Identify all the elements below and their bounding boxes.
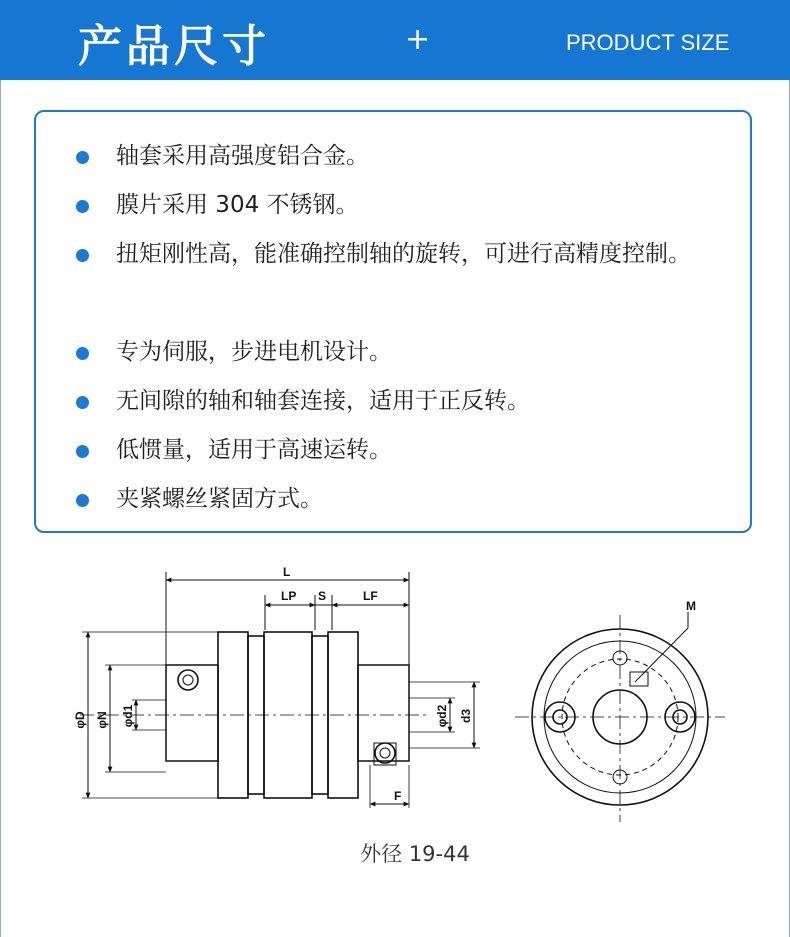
technical-drawing <box>60 560 750 830</box>
label-LP: LP <box>281 589 297 603</box>
feature-text: 夹紧螺丝紧固方式。 <box>116 486 323 512</box>
label-N: φN <box>95 711 109 729</box>
feature-text: 低惯量，适用于高速运转。 <box>116 437 392 463</box>
feature-text: 扭矩刚性高，能准确控制轴的旋转，可进行高精度控制。 <box>116 241 691 267</box>
label-D: φD <box>73 711 87 729</box>
page-title: 产品尺寸 <box>78 21 270 72</box>
front-view <box>515 612 725 822</box>
bullet-icon <box>76 445 89 458</box>
feature-text: 膜片采用 304 不锈钢。 <box>116 192 359 218</box>
header-bar <box>0 0 790 80</box>
feature-text: 轴套采用高强度铝合金。 <box>116 143 369 169</box>
feature-item <box>82 377 722 426</box>
feature-item <box>82 132 722 181</box>
feature-text: 专为伺服，步进电机设计。 <box>116 339 392 365</box>
features-box <box>34 110 752 533</box>
bullet-icon <box>76 200 89 213</box>
bullet-icon <box>76 249 89 262</box>
bullet-icon <box>76 151 89 164</box>
label-d3: d3 <box>459 708 473 724</box>
label-F: F <box>394 789 402 803</box>
page-subtitle: PRODUCT SIZE <box>566 30 730 55</box>
feature-item <box>82 230 722 279</box>
label-LF: LF <box>363 589 378 603</box>
feature-item <box>82 181 722 230</box>
feature-item <box>82 475 722 524</box>
plus-icon: + <box>405 22 431 57</box>
feature-item <box>82 426 722 475</box>
side-view <box>80 572 480 808</box>
drawing-caption: 外径 19-44 <box>360 842 470 866</box>
label-d2: φd2 <box>435 704 449 728</box>
label-d1: φd1 <box>121 704 135 728</box>
bullet-icon <box>76 396 89 409</box>
feature-item <box>82 328 722 377</box>
bullet-icon <box>76 347 89 360</box>
feature-text: 无间隙的轴和轴套连接，适用于正反转。 <box>116 388 530 414</box>
label-S: S <box>318 589 327 603</box>
frame-left-border <box>0 80 1 937</box>
label-L: L <box>283 565 291 579</box>
bullet-icon <box>76 494 89 507</box>
label-M: M <box>686 599 696 613</box>
